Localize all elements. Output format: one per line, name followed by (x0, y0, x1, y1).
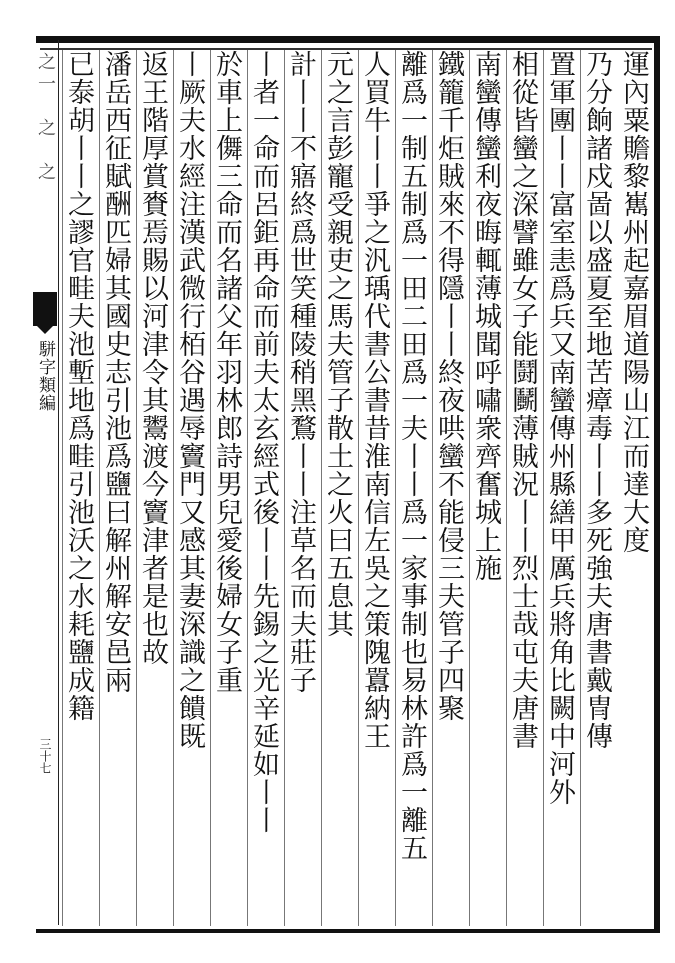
fishtail-mark-icon (31, 292, 59, 334)
text-column-10: 計丨丨不寤終爲世笑種陵稍黑鶩丨丨注草名而夫莊子 (285, 50, 316, 694)
text-column-13: 丨厥夫水經注漢武微行栢谷遇辱竇門又感其妻深識之饋既 (174, 50, 205, 750)
text-column-14: 返王階厚賞賚焉賜以河津令其鬻渡今竇津者是也故 (137, 50, 168, 666)
text-column-2: 乃分餉諸戍啚以盛夏至地苦瘴毒丨丨多死強夫唐書戴冑傳 (581, 50, 612, 750)
text-column-9: 元之言彭寵受親吏之馬夫管子散土之火曰五息其 (322, 50, 353, 638)
text-column-6: 鐵籠千炬賊來不得隱丨丨終夜哄蠻不能侵三夫管子四聚 (433, 50, 464, 722)
text-column-4: 相從皆蠻之深譬雖女子能鬪鬭薄賊況丨丨烈士哉屯夫唐書 (507, 50, 538, 750)
text-column-7: 離爲一制五制爲一田二田爲一夫丨丨爲一家事制也易林許爲一離五 (396, 50, 427, 862)
text-column-11: 丨者一命而呂鉅再命而前夫太玄經式後丨丨先錫之光辛延如丨丨 (248, 50, 279, 834)
frame-right-border (654, 36, 660, 933)
frame-top-border (36, 36, 660, 43)
gutter-top-text: 之一 之 之 (35, 52, 56, 184)
frame-bottom-border (36, 929, 660, 933)
text-column-1: 運內粟贍黎嶲州起嘉眉道陽山江而達大度 (618, 50, 649, 554)
text-column-3: 置軍團丨丨富室恚爲兵又南蠻傳州縣繕甲厲兵將角比闕中河外 (544, 50, 575, 806)
text-column-8: 人買牛丨丨爭之汎瑀代書公書昔淮南信左吳之策隗囂納王 (359, 50, 390, 750)
book-title: 駢字類編 (35, 340, 55, 412)
text-column-5: 南蠻傳蠻利夜晦輒薄城聞呼嘯衆齊奮城上施 (470, 50, 501, 582)
page-number: 三十七 (38, 738, 52, 774)
text-column-16: 已泰胡丨丨之謬官畦夫池塹地爲畦引池沃之水耗鹽成籍 (63, 50, 94, 722)
text-column-15: 潘岳西征賦酬匹婦其國史志引池爲鹽曰解州解安邑兩 (100, 50, 131, 694)
text-column-12: 於車上儛三命而名諸父年羽林郎詩男兒愛後婦女子重 (211, 50, 242, 694)
